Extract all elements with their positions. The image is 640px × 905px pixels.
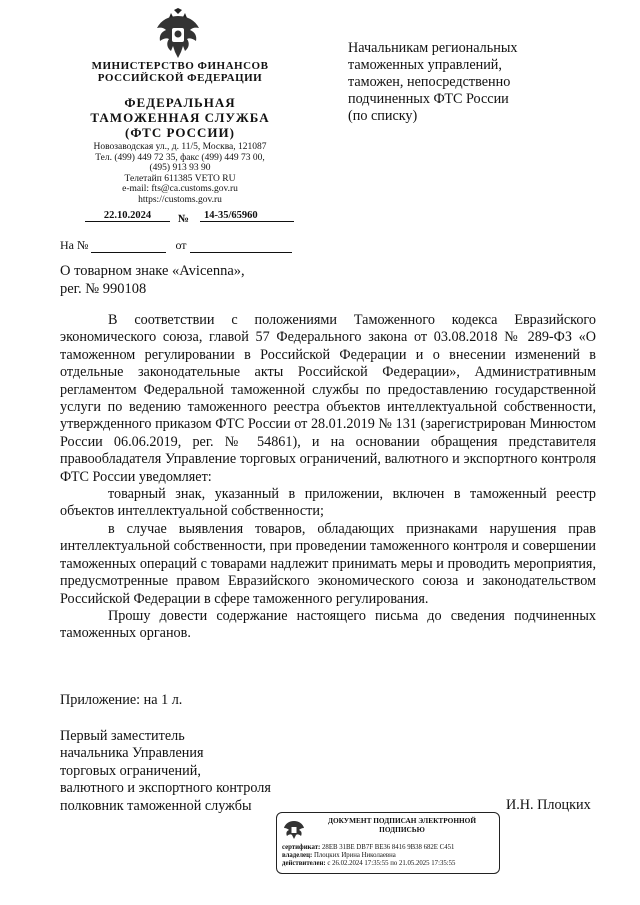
paragraph-3: в случае выявления товаров, обладающих признаками нарушения прав интеллектуальной собственности, при проведении таможенного контроля и совершении таможенных операций с товарами надлежит принимать меры и проводить мероприятия, предусмотренные правом Евразийского экономического союза и законодательством Российской Федерации в сфере таможенного регулирования.	[60, 520, 596, 607]
ministry-name: МИНИСТЕРСТВО ФИНАНСОВ РОССИЙСКОЙ ФЕДЕРАЦИИ	[91, 60, 269, 84]
phone-extra: (495) 913 93 90	[149, 163, 211, 174]
subject-line: О товарном знаке «Avicenna», рег. № 990108	[60, 263, 245, 297]
stamp-details	[282, 844, 496, 869]
service-name: ФЕДЕРАЛЬНАЯ ТАМОЖЕННАЯ СЛУЖБА (ФТС РОССИИ)	[90, 95, 270, 140]
registration-number: 14-35/65960	[200, 210, 294, 222]
owner-line: владелец: Плоцких Ирина Николаевна	[282, 852, 396, 860]
reference-number-label: На №	[60, 238, 89, 252]
email: e-mail: fts@ca.customs.gov.ru	[122, 184, 238, 195]
phone-fax: Тел. (499) 449 72 35, факс (499) 449 73 00,	[95, 152, 265, 163]
electronic-signature-stamp	[276, 812, 500, 874]
paragraph-4: Прошу довести содержание настоящего письма до сведения подчиненных таможенных органов.	[60, 607, 596, 642]
emblem-icon	[283, 818, 305, 840]
letter-body	[60, 312, 596, 643]
attachment-note: Приложение: на 1 л.	[60, 692, 183, 708]
stamp-title: ДОКУМЕНТ ПОДПИСАН ЭЛЕКТРОННОЙ ПОДПИСЬЮ	[327, 816, 477, 834]
validity-line: действителен: с 26.02.2024 17:35:55 по 21.05.2025 17:35:55	[282, 860, 456, 868]
paragraph-2: товарный знак, указанный в приложении, включен в таможенный реестр объектов интеллектуальной собственности;	[60, 486, 596, 520]
teletype: Телетайп 611385 VETO RU	[124, 173, 236, 184]
certificate-line: сертификат: 28EB 31BE DB7F BE36 8416 9B38 682E C451	[282, 844, 455, 851]
address: Новозаводская ул., д. 11/5, Москва, 121087	[93, 142, 267, 152]
addressee-block: Начальникам региональных таможенных управлений, таможен, непосредственно подчиненных ФТС России (по списку)	[348, 40, 518, 124]
registration-row	[60, 210, 310, 228]
contact-block	[60, 142, 300, 206]
reference-number-blank	[91, 241, 166, 253]
reference-row	[60, 238, 300, 253]
signer-name: И.Н. Плоцких	[506, 797, 591, 813]
signer-position: Первый заместитель начальника Управления торговых ограничений, валютного и экспортного контроля полковник таможенной службы	[60, 728, 271, 814]
coat-of-arms-emblem	[155, 8, 201, 60]
reference-date-blank	[190, 241, 292, 253]
registration-date: 22.10.2024	[85, 210, 170, 222]
paragraph-1: В соответствии с положениями Таможенного кодекса Евразийского экономического союза, главой 57 Федерального закона от 03.08.2018 № 289-ФЗ «О таможенном регулировании в Российской Федерации и о внесении изменений в отдельные законодательные акты Российской Федерации», Административным регламентом Федеральной таможенной службы по предоставлению государственной услуги по ведению таможенного реестра объектов интеллектуальной собственности, утвержденного приказом ФТС России от 28.01.2019 № 131 (зарегистрирован Минюстом России 06.06.2019, рег. № 54861), и на основании обращения представителя правообладателя Управление торговых ограничений, валютного и экспортного контроля ФТС России уведомляет:	[60, 312, 596, 485]
website: https://customs.gov.ru	[138, 194, 222, 205]
reference-date-label: от	[175, 238, 187, 252]
number-sign: №	[178, 213, 190, 225]
